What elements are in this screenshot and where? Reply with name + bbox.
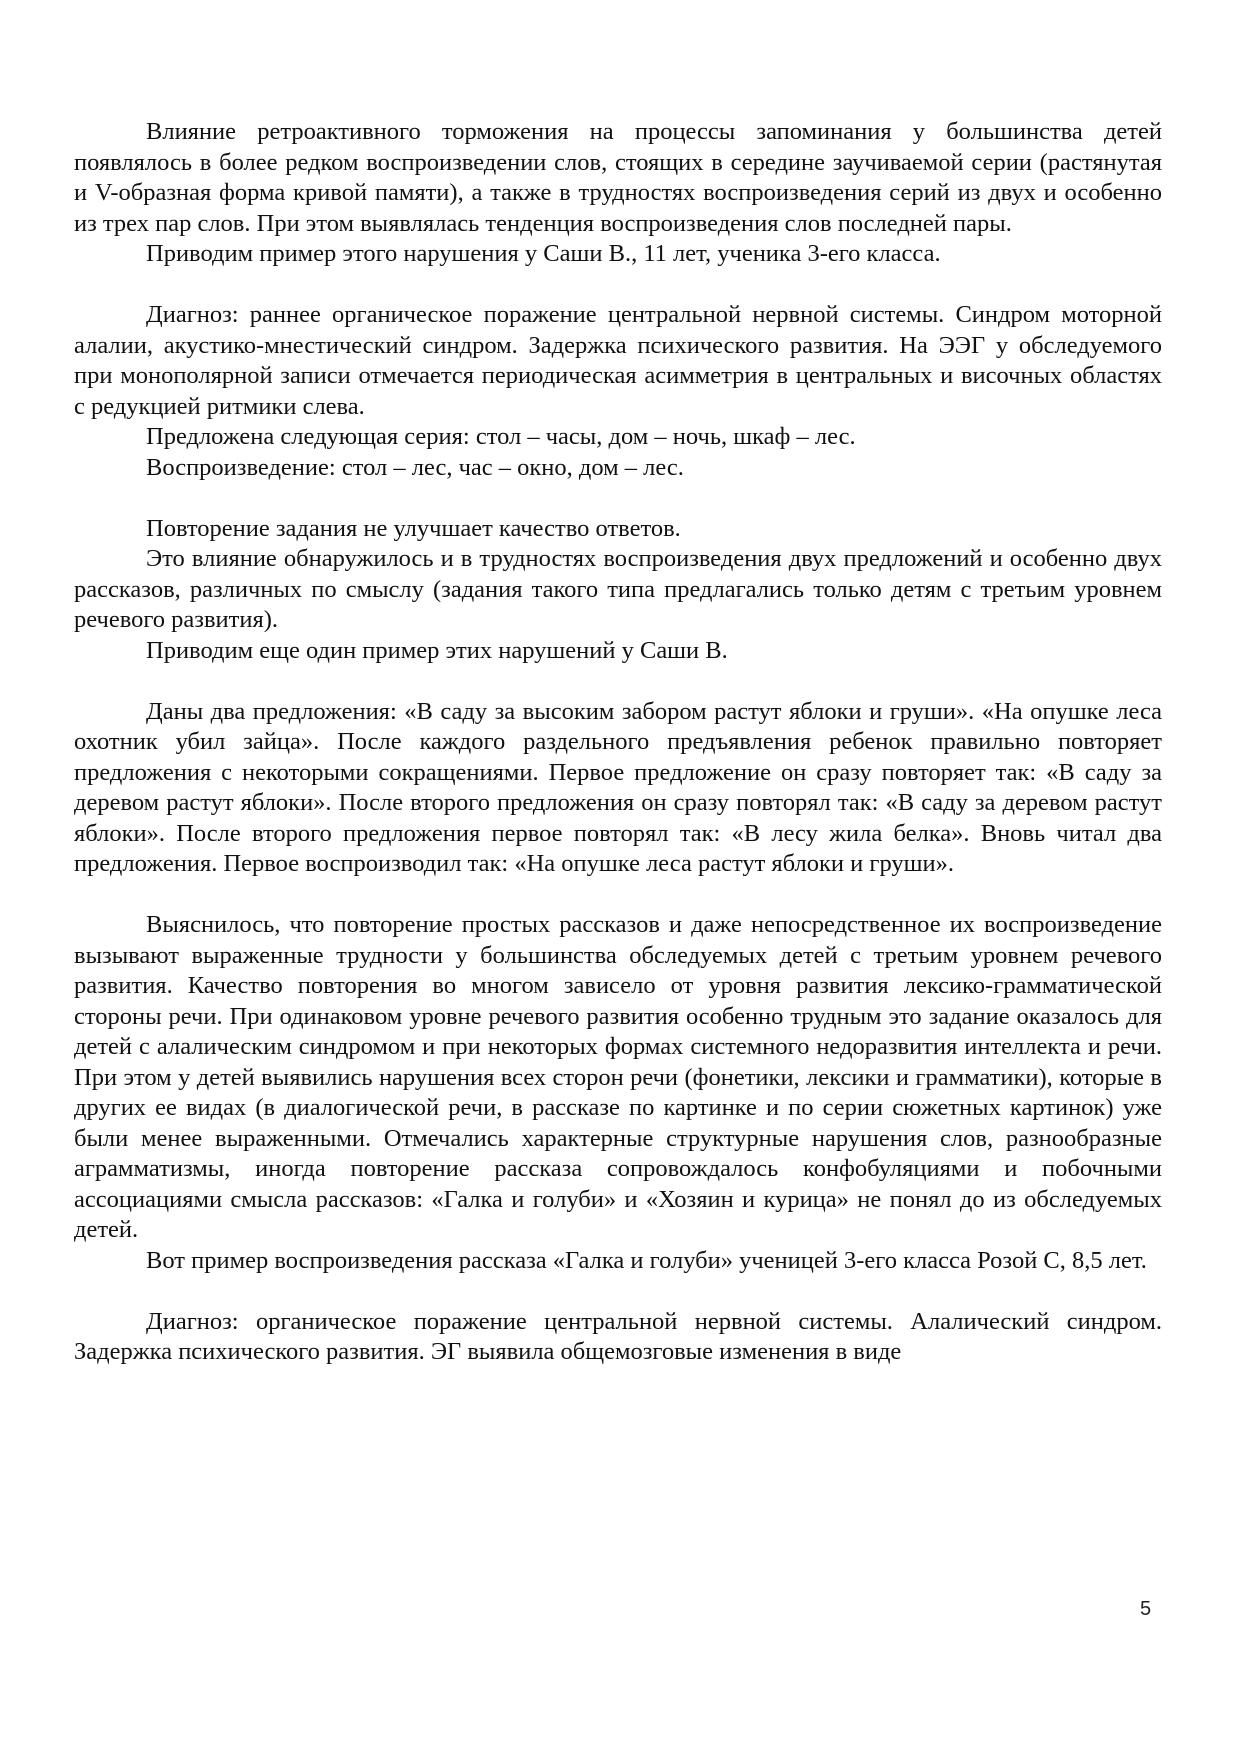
page-number: 5 — [1140, 1598, 1152, 1620]
paragraph-spacer — [74, 666, 1162, 697]
paragraph-another-example: Приводим еще один пример этих нарушений у Саши В. — [146, 636, 728, 664]
paragraph-spacer — [74, 1276, 1162, 1307]
paragraph-diagnosis-roza: Диагноз: органическое поражение центральной нервной системы. Алалический синдром. Задержка психического развития. ЭГ выявила общемозговые изменения в виде — [74, 1307, 1162, 1365]
paragraph-retroactive-inhibition: Влияние ретроактивного торможения на процессы запоминания у большинства детей появлялось в более редком воспроизведении слов, стоящих в середине заучиваемой серии (растянутая и V-образная форма кривой памяти), а также в трудностях воспроизведения серий из двух и особенно из трех пар слов. При этом выявлялась тенденция воспроизведения слов последней пары. — [74, 118, 1162, 237]
paragraph-story-repetition: Выяснилось, что повторение простых рассказов и даже непосредственное их воспроизведение вызывают выраженные трудности у большинства обследуемых детей с третьим уровнем речевого развития. Качество повторения во многом зависело от уровня развития лексико-грамматической стороны речи. При одинаковом уровне речевого развития особенно трудным это задание оказалось для детей с алалическим синдромом и при некоторых формах системного недоразвития интеллекта и речи. При этом у детей выявились нарушения всех сторон речи (фонетики, лексики и грамматики), которые в других ее видах (в диалогической речи, в рассказе по картинке и по серии сюжетных картинок) уже были менее выраженными. Отмечались характерные структурные нарушения слов, разнообразные аграмматизмы, иногда повторение рассказа сопровождалось конфобуляциями и побочными ассоциациями смысла рассказов: «Галка и голуби» и «Хозяин и курица» не понял до из обследуемых детей. — [74, 911, 1162, 1243]
paragraph-influence-sentences: Это влияние обнаружилось и в трудностях воспроизведения двух предложений и особенно двух рассказов, различных по смыслу (задания такого типа предлагались только детям с третьим уровнем речевого развития). — [74, 545, 1162, 633]
page-body — [74, 117, 1162, 1368]
paragraph-series-offered: Предложена следующая серия: стол – часы, дом – ночь, шкаф – лес. — [146, 423, 856, 450]
paragraph-repetition-result: Повторение задания не улучшает качество ответов. — [146, 514, 681, 542]
paragraph-series-reproduction: Воспроизведение: стол – лес, час – окно, дом – лес. — [146, 453, 684, 481]
paragraph-spacer — [74, 483, 1162, 514]
paragraph-two-sentences: Даны два предложения: «В саду за высоким забором растут яблоки и груши». «На опушке леса охотник убил зайца». После каждого раздельного предъявления ребенок правильно повторяет предложения с некоторыми сокращениями. Первое предложение он сразу повторяет так: «В саду за деревом растут яблоки». После второго предложения он сразу повторял так: «В саду за деревом растут яблоки». После второго предложения первое повторял так: «В лесу жила белка». Вновь читал два предложения. Первое воспроизводил так: «На опушке леса растут яблоки и груши». — [74, 697, 1162, 877]
paragraph-spacer — [74, 270, 1162, 301]
paragraph-story-example: Вот пример воспроизведения рассказа «Галка и голуби» ученицей 3-его класса Розой С, 8,5 лет. — [146, 1246, 1147, 1274]
paragraph-example-intro: Приводим пример этого нарушения у Саши В., 11 лет, ученика 3-его класса. — [146, 240, 941, 267]
paragraph-spacer — [74, 880, 1162, 911]
paragraph-diagnosis-sasha: Диагноз: раннее органическое поражение центральной нервной системы. Синдром моторной алалии, акустико-мнестический синдром. Задержка психического развития. На ЭЭГ у обследуемого при монополярной записи отмечается периодическая асимметрия в центральных и височных областях с редукцией ритмики слева. — [74, 301, 1162, 420]
